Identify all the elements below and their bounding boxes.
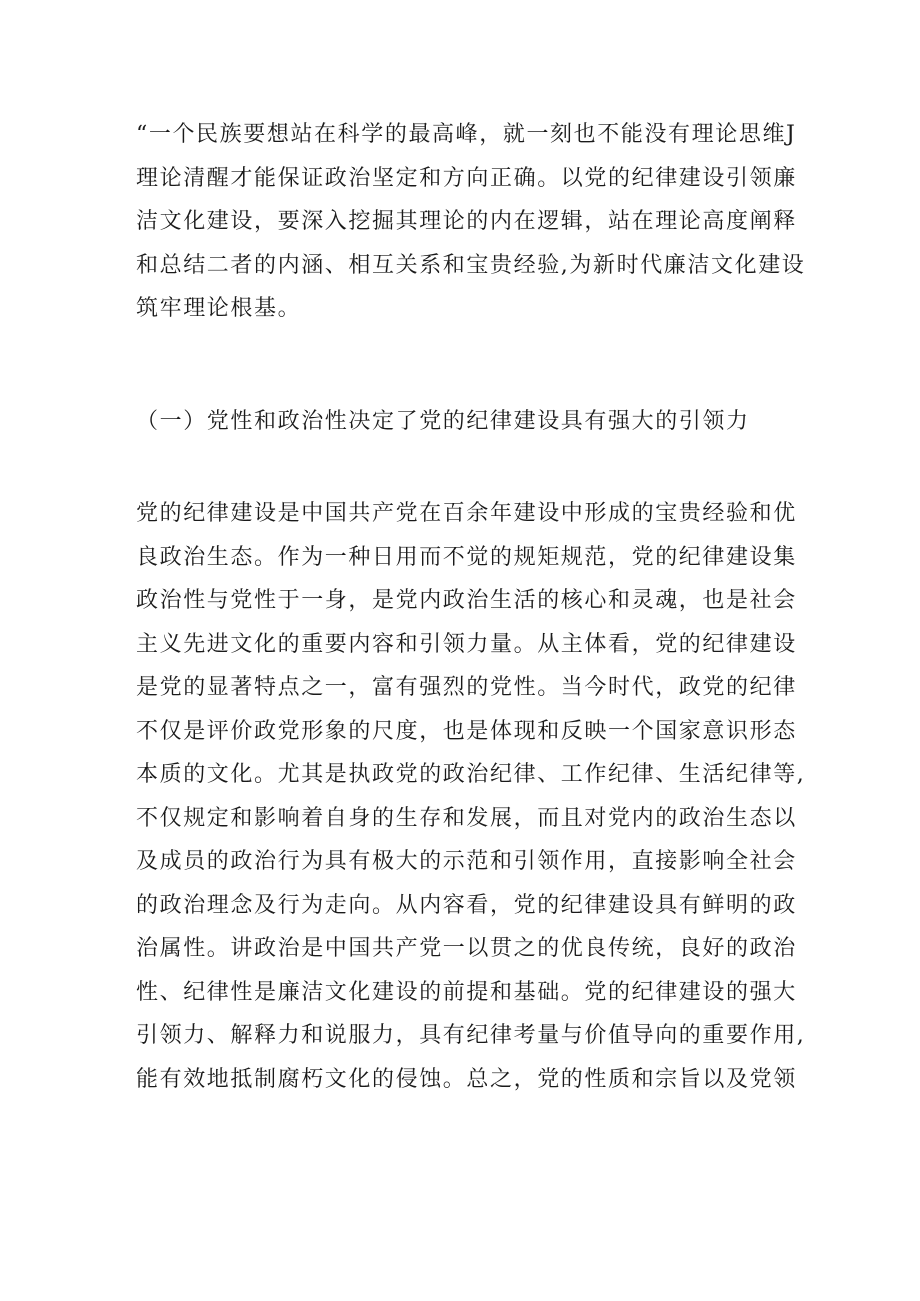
paragraph-line: 本质的文化。尤其是执政党的政治纪律、工作纪律、生活纪律等,: [136, 762, 806, 787]
paragraph-line: 筑牢理论根基。: [136, 296, 302, 321]
paragraph-line: 党的纪律建设是中国共产党在百余年建设中形成的宝贵经验和优: [136, 501, 797, 526]
paragraph-body: [136, 492, 806, 1101]
section-heading-text: （一）党性和政治性决定了党的纪律建设具有强大的引领力: [136, 409, 750, 434]
paragraph-intro: [136, 113, 806, 331]
paragraph-line: 理论清醒才能保证政治坚定和方向正确。以党的纪律建设引领廉: [136, 165, 797, 191]
paragraph-line: 及成员的政治行为具有极大的示范和引领作用，直接影响全社会: [136, 849, 797, 874]
paragraph-line: 不仅规定和影响着自身的生存和发展，而且对党内的政治生态以: [136, 805, 797, 831]
paragraph-line: 洁文化建设，要深入挖掘其理论的内在逻辑，站在理论高度阐释: [136, 209, 797, 234]
paragraph-line: 不仅是评价政党形象的尺度，也是体现和反映一个国家意识形态: [136, 718, 797, 744]
paragraph-line: 性、纪律性是廉洁文化建设的前提和基础。党的纪律建设的强大: [136, 979, 797, 1005]
paragraph-line: 是党的显著特点之一，富有强烈的党性。当今时代，政党的纪律: [136, 675, 797, 700]
paragraph-line: 引领力、解释力和说服力，具有纪律考量与价值导向的重要作用,: [136, 1023, 806, 1048]
paragraph-line: 政治性与党性于一身，是党内政治生活的核心和灵魂，也是社会: [136, 588, 797, 613]
paragraph-line: 治属性。讲政治是中国共产党一以贯之的优良传统，良好的政治: [136, 936, 797, 961]
paragraph-line: 和总结二者的内涵、相互关系和宝贵经验,为新时代廉洁文化建设: [136, 252, 806, 278]
paragraph-line: 能有效地抵制腐朽文化的侵蚀。总之，党的性质和宗旨以及党领: [136, 1066, 797, 1092]
paragraph-line: 主义先进文化的重要内容和引领力量。从主体看，党的纪律建设: [136, 631, 797, 657]
paragraph-line: “一个民族要想站在科学的最高峰，就一刻也不能没有理论思维J: [136, 122, 797, 147]
section-heading: [136, 400, 792, 444]
paragraph-line: 良政治生态。作为一种日用而不觉的规矩规范，党的纪律建设集: [136, 544, 797, 570]
paragraph-line: 的政治理念及行为走向。从内容看，党的纪律建设具有鲜明的政: [136, 892, 797, 918]
